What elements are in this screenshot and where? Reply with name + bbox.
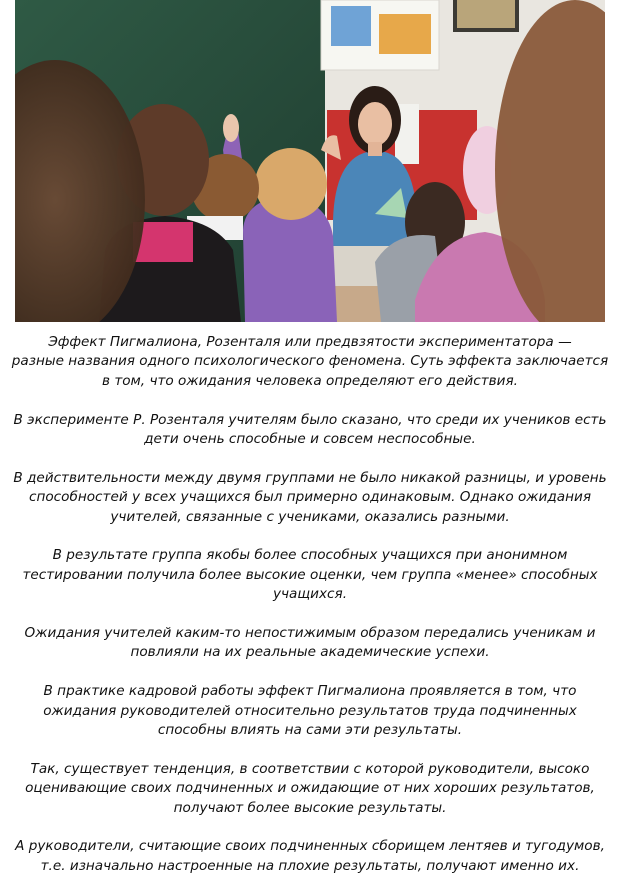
article-text bbox=[10, 333, 610, 876]
paragraph: А руководители, считающие своих подчиненных сборищем лентяев и тугодумов, т.е. изначально настроенные на плохие результаты, получают именно их. bbox=[15, 838, 605, 874]
classroom-illustration bbox=[15, 0, 605, 322]
paragraph: В действительности между двумя группами не было никакой разницы, и уровень способностей у всех учащихся был примерно одинаковым. Однако ожидания учителей, связанные с учениками, оказались разными. bbox=[13, 469, 607, 525]
paragraph: В эксперименте Р. Розенталя учителям было сказано, что среди их учеников есть дети очень способные и совсем неспособные. bbox=[13, 411, 607, 448]
framed-picture-inner bbox=[457, 0, 515, 28]
poster-drawing-2 bbox=[379, 14, 431, 54]
paragraph: В практике кадровой работы эффект Пигмалиона проявляется в том, что ожидания руководителей относительно результатов труда подчиненных способны влиять на сами эти результаты. bbox=[43, 683, 577, 739]
classroom-photo bbox=[15, 0, 605, 322]
poster-drawing-1 bbox=[331, 6, 371, 46]
paragraph: Эффект Пигмалиона, Розенталя или предвзятости экспериментатора — разные названия одного психологического феномена. Суть эффекта заключается в том, что ожидания человека определяют его действия. bbox=[11, 334, 609, 389]
paragraph: Так, существует тенденция, в соответствии с которой руководители, высоко оценивающие своих подчиненных и ожидающие от них хороших результатов, получают более высокие результаты. bbox=[25, 760, 595, 816]
paragraph: В результате группа якобы более способных учащихся при анонимном тестировании получила более высокие оценки, чем группа «менее» способных учащихся. bbox=[22, 547, 598, 603]
paragraph: Ожидания учителей каким-то непостижимым образом передались ученикам и повлияли на их реальные академические успехи. bbox=[24, 625, 596, 661]
